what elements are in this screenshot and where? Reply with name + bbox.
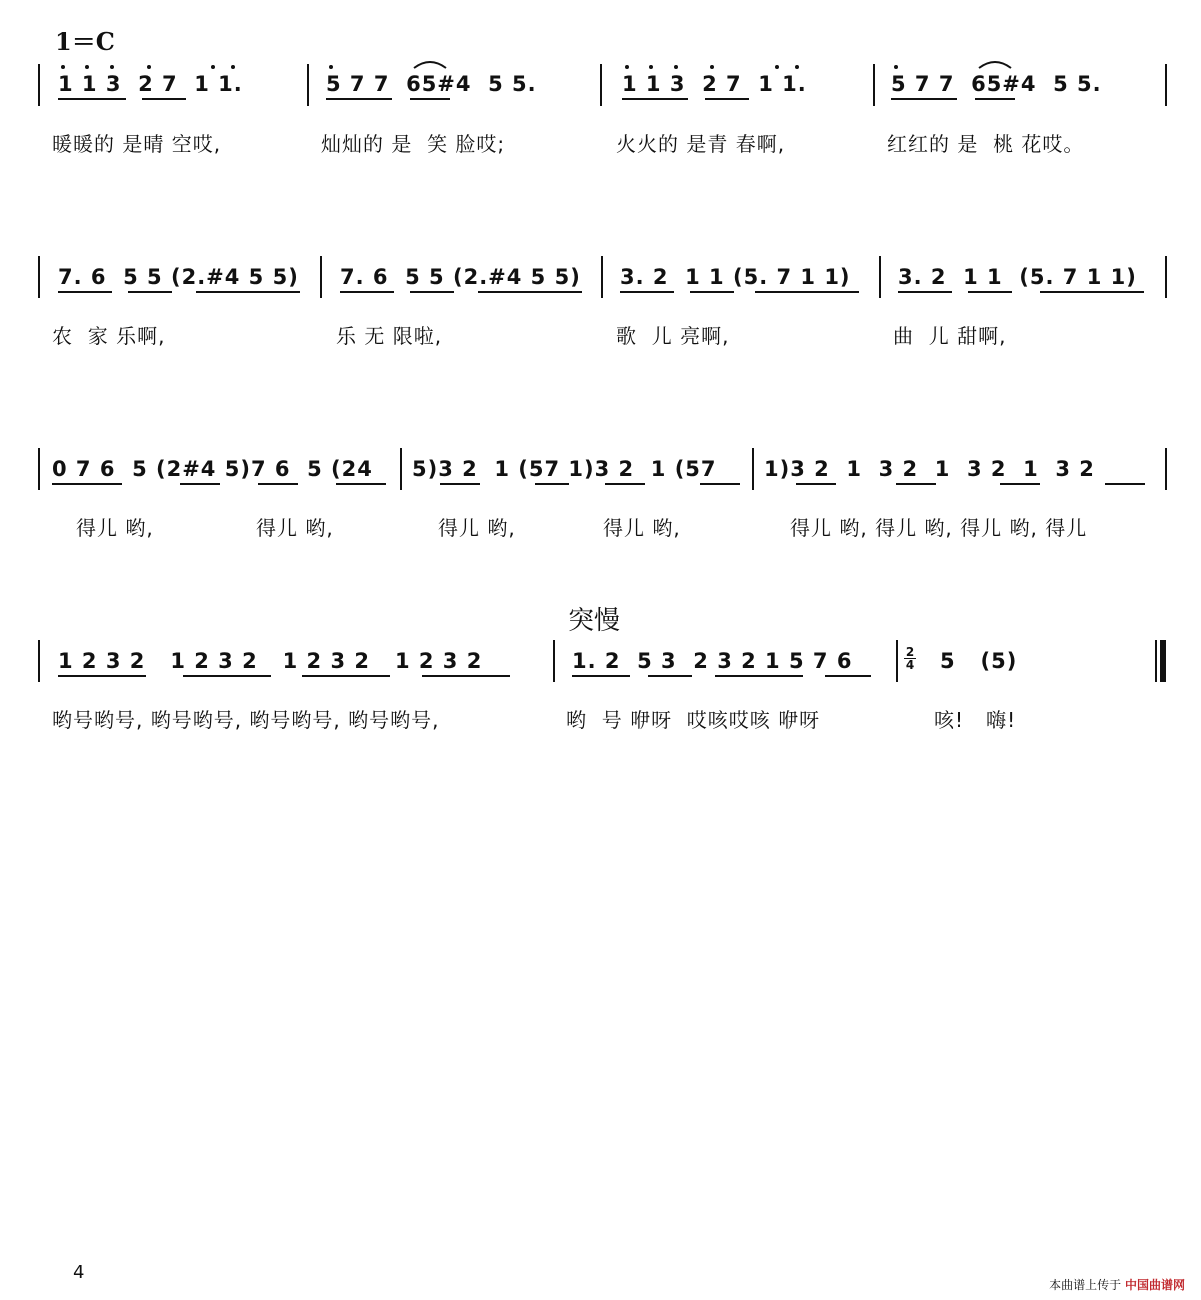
lyric-2: 灿灿的 是 笑 脸哎; — [321, 132, 506, 156]
beam-underline — [891, 98, 957, 100]
beam-underline — [1040, 291, 1144, 293]
beam-underline — [1000, 483, 1040, 485]
measure-12: 1 2 3 2 1 2 3 2 1 2 3 2 1 2 3 2 — [58, 649, 483, 673]
octave-dot — [674, 65, 678, 69]
time-signature-bottom: 4 — [905, 658, 915, 672]
beam-underline — [142, 98, 186, 100]
beam-underline — [340, 291, 394, 293]
lyric-1: 暖暖的 是晴 空哎, — [52, 132, 222, 156]
footer-prefix: 本曲谱上传于 — [1049, 1278, 1122, 1292]
octave-dot — [894, 65, 898, 69]
page-number: 4 — [73, 1262, 85, 1283]
barline — [896, 640, 898, 682]
octave-dot — [710, 65, 714, 69]
barline — [873, 64, 875, 106]
measure-2: 5 7 7 65#4 5 5. — [326, 72, 537, 96]
measure-6: 7. 6 5 5 (2.#4 5 5) — [340, 265, 581, 289]
beam-underline — [58, 291, 112, 293]
octave-dot — [211, 65, 215, 69]
beam-underline — [258, 483, 298, 485]
lyric-9: 得儿 哟, — [76, 516, 154, 540]
barline — [38, 640, 40, 682]
lyric-10: 得儿 哟, — [256, 516, 334, 540]
beam-underline — [648, 675, 692, 677]
octave-dot — [775, 65, 779, 69]
octave-dot — [649, 65, 653, 69]
beam-underline — [410, 98, 450, 100]
barline — [1165, 448, 1167, 490]
measure-9: 0 7 6 5 (2#4 5)7 6 5 (24 — [52, 457, 373, 481]
lyric-5: 农 家 乐啊, — [52, 324, 166, 348]
beam-underline — [755, 291, 859, 293]
measure-4: 5 7 7 65#4 5 5. — [891, 72, 1102, 96]
site-logo-text: 中国曲谱网 — [1124, 1278, 1185, 1292]
octave-dot — [85, 65, 89, 69]
lyric-14: 哟号哟号, 哟号哟号, 哟号哟号, 哟号哟号, — [52, 708, 440, 732]
tempo-marking: 突慢 — [568, 606, 621, 636]
barline — [1165, 64, 1167, 106]
beam-underline — [58, 98, 126, 100]
octave-dot — [231, 65, 235, 69]
time-signature-top: 2 — [905, 645, 915, 659]
tie-arc — [977, 56, 1013, 70]
beam-underline — [796, 483, 836, 485]
beam-underline — [1105, 483, 1145, 485]
final-barline-thick — [1160, 640, 1166, 682]
measure-11: 1)3 2 1 3 2 1 3 2 1 3 2 — [764, 457, 1095, 481]
lyric-3: 火火的 是青 春啊, — [616, 132, 786, 156]
barline — [601, 256, 603, 298]
beam-underline — [825, 675, 871, 677]
measure-7: 3. 2 1 1 (5. 7 1 1) — [620, 265, 851, 289]
tie-arc — [412, 56, 448, 70]
beam-underline — [58, 675, 146, 677]
beam-underline — [422, 675, 510, 677]
barline — [38, 448, 40, 490]
lyric-4: 红红的 是 桃 花哎。 — [887, 132, 1085, 156]
final-barline-thin — [1155, 640, 1157, 682]
beam-underline — [968, 291, 1012, 293]
lyric-16: 咳! 嗨! — [934, 708, 1017, 732]
measure-5: 7. 6 5 5 (2.#4 5 5) — [58, 265, 299, 289]
beam-underline — [715, 675, 803, 677]
measure-3: 1 1 3 2 7 1 1. — [622, 72, 807, 96]
octave-dot — [110, 65, 114, 69]
lyric-7: 歌 儿 亮啊, — [616, 324, 730, 348]
barline — [879, 256, 881, 298]
barline — [400, 448, 402, 490]
beam-underline — [336, 483, 386, 485]
lyric-13: 得儿 哟, 得儿 哟, 得儿 哟, 得儿 — [790, 516, 1088, 540]
beam-underline — [605, 483, 645, 485]
beam-underline — [196, 291, 300, 293]
beam-underline — [440, 483, 480, 485]
beam-underline — [302, 675, 390, 677]
measure-10: 5)3 2 1 (57 1)3 2 1 (57 — [412, 457, 717, 481]
barline — [600, 64, 602, 106]
beam-underline — [896, 483, 936, 485]
barline — [320, 256, 322, 298]
site-footer — [1049, 1276, 1185, 1293]
octave-dot — [795, 65, 799, 69]
beam-underline — [620, 291, 674, 293]
barline — [307, 64, 309, 106]
beam-underline — [478, 291, 582, 293]
barline — [752, 448, 754, 490]
lyric-11: 得儿 哟, — [438, 516, 516, 540]
lyric-15: 哟 号 咿呀 哎咳哎咳 咿呀 — [566, 708, 821, 732]
beam-underline — [410, 291, 454, 293]
measure-1: 1 1 3 2 7 1 1. — [58, 72, 243, 96]
beam-underline — [690, 291, 734, 293]
measure-14: 5 (5) — [940, 649, 1018, 673]
beam-underline — [180, 483, 220, 485]
measure-8: 3. 2 1 1 (5. 7 1 1) — [898, 265, 1137, 289]
beam-underline — [183, 675, 271, 677]
lyric-6: 乐 无 限啦, — [336, 324, 443, 348]
barline — [38, 256, 40, 298]
lyric-8: 曲 儿 甜啊, — [893, 324, 1007, 348]
octave-dot — [329, 65, 333, 69]
beam-underline — [535, 483, 569, 485]
lyric-12: 得儿 哟, — [603, 516, 681, 540]
barline — [1165, 256, 1167, 298]
octave-dot — [61, 65, 65, 69]
beam-underline — [898, 291, 952, 293]
beam-underline — [700, 483, 740, 485]
measure-13: 1. 2 5 3 2 3 2 1 5 7 6 — [572, 649, 853, 673]
beam-underline — [326, 98, 392, 100]
octave-dot — [625, 65, 629, 69]
beam-underline — [622, 98, 688, 100]
time-signature — [904, 646, 916, 671]
key-signature: 1＝C — [55, 27, 115, 56]
beam-underline — [705, 98, 749, 100]
beam-underline — [52, 483, 122, 485]
barline — [38, 64, 40, 106]
octave-dot — [147, 65, 151, 69]
beam-underline — [572, 675, 630, 677]
barline — [553, 640, 555, 682]
beam-underline — [128, 291, 172, 293]
beam-underline — [975, 98, 1015, 100]
